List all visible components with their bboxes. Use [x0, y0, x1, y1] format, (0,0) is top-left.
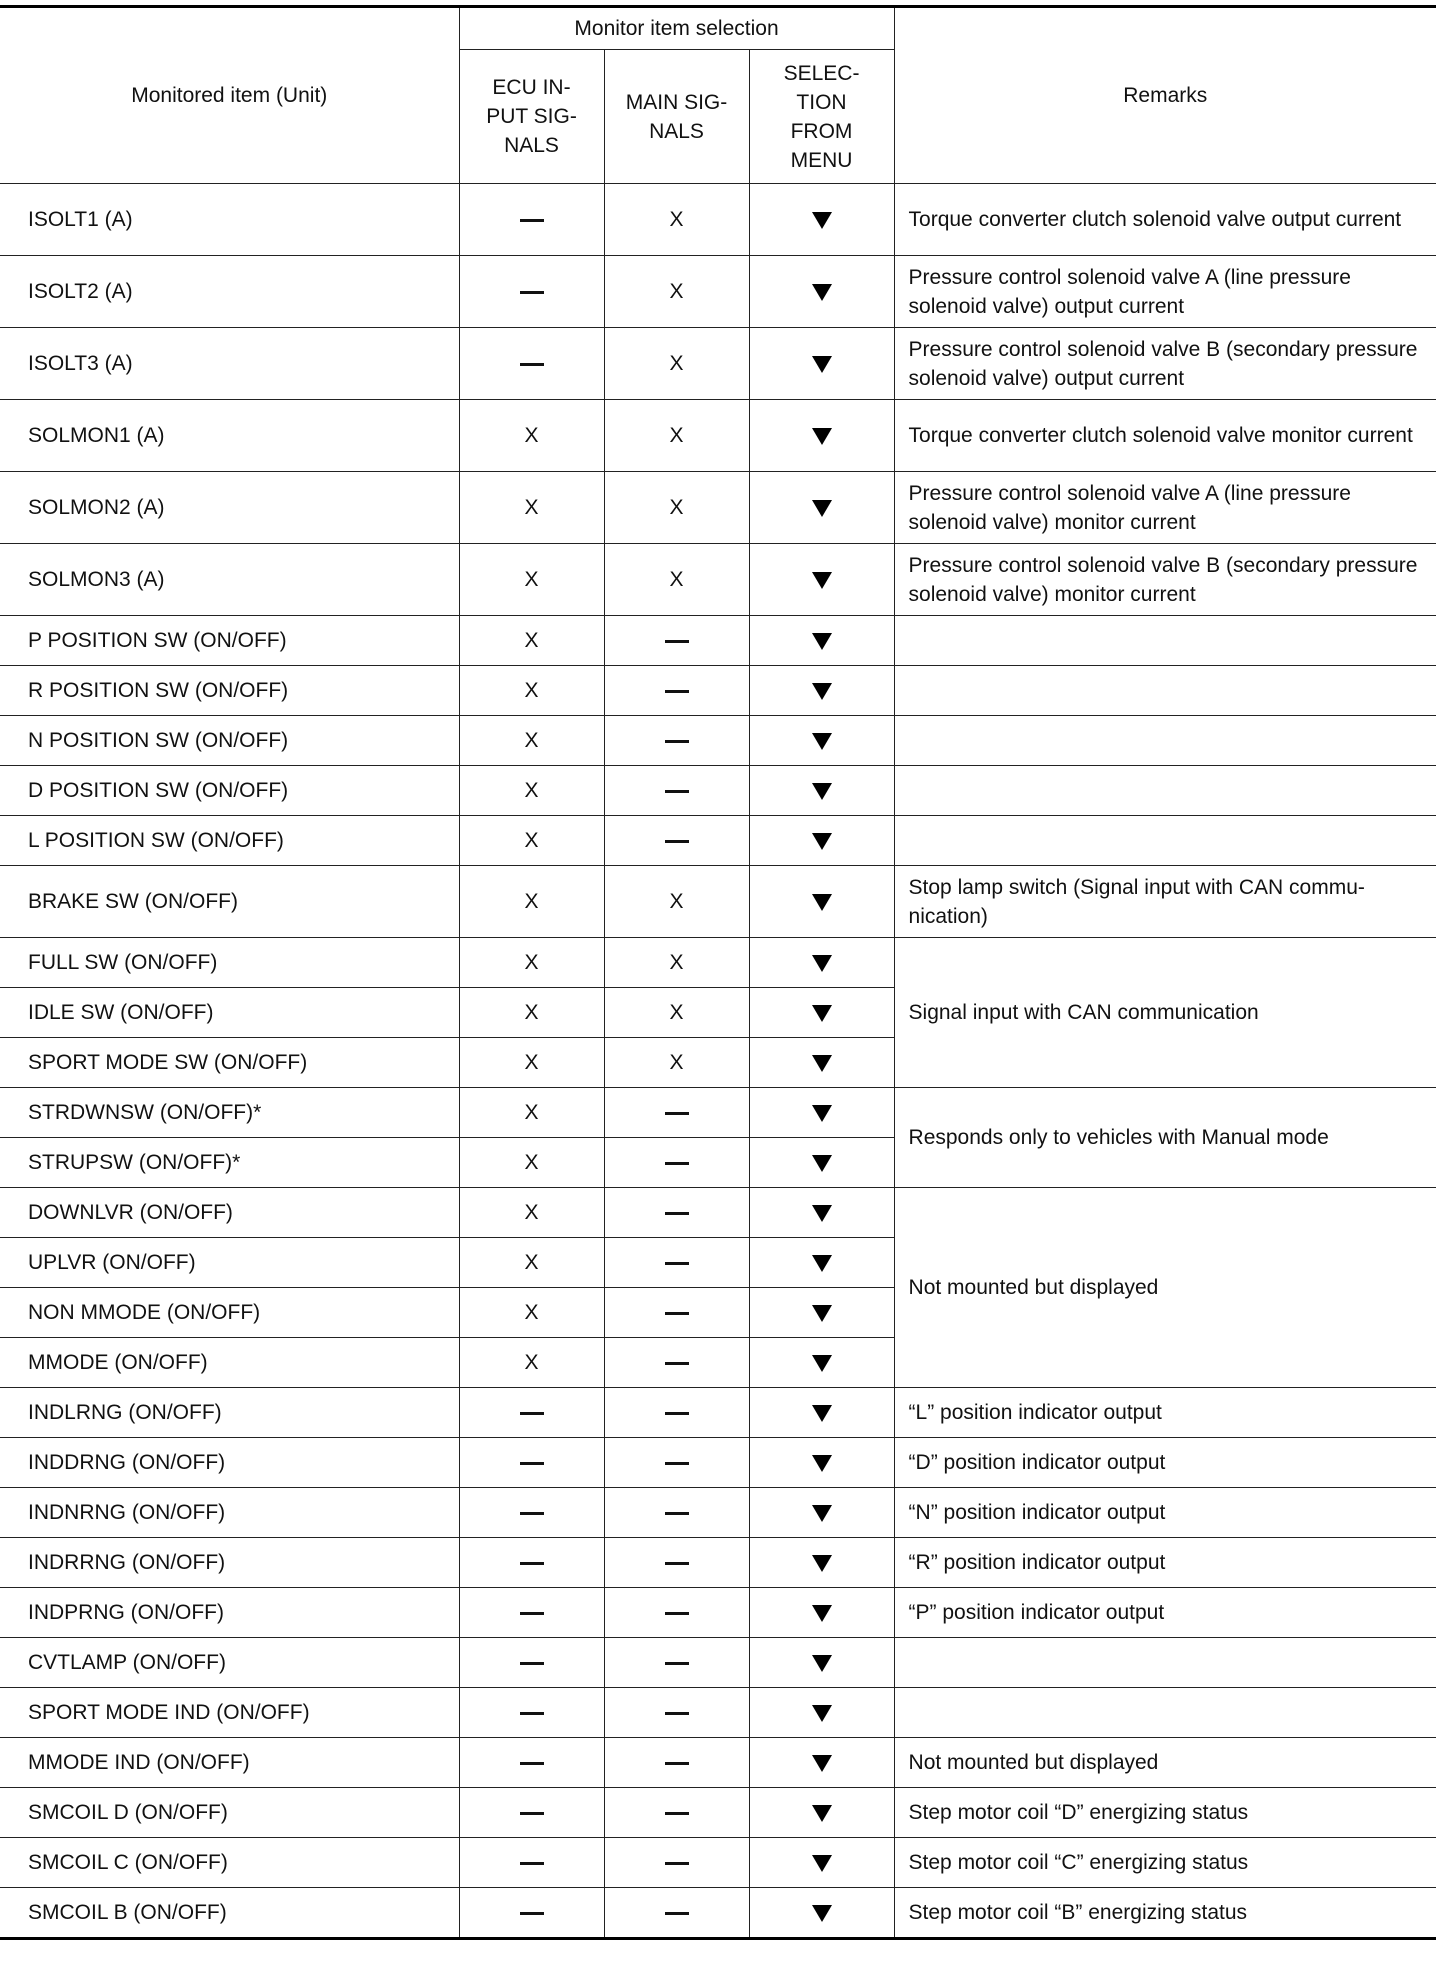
down-triangle-icon — [812, 1055, 832, 1072]
ecu-input-cell — [459, 1588, 604, 1638]
monitored-item-cell: DOWNLVR (ON/OFF) — [0, 1188, 459, 1238]
dash-mark — [665, 1912, 689, 1915]
monitored-item-cell: SMCOIL D (ON/OFF) — [0, 1788, 459, 1838]
down-triangle-icon — [812, 1655, 832, 1672]
selection-from-menu-cell — [749, 1188, 894, 1238]
table-row — [0, 1788, 1436, 1838]
table-row — [0, 1688, 1436, 1738]
ecu-input-cell — [459, 1138, 604, 1188]
dash-mark — [665, 790, 689, 793]
ecu-input-cell — [459, 938, 604, 988]
x-mark: X — [669, 352, 684, 375]
table-row — [0, 1888, 1436, 1939]
main-signals-cell — [604, 1338, 749, 1388]
selection-from-menu-cell — [749, 766, 894, 816]
dash-mark — [665, 840, 689, 843]
selection-from-menu-cell — [749, 472, 894, 544]
ecu-input-cell — [459, 472, 604, 544]
ecu-input-cell — [459, 1088, 604, 1138]
x-mark: X — [669, 424, 684, 447]
remarks-cell — [894, 816, 1436, 866]
ecu-input-cell — [459, 1788, 604, 1838]
x-mark: X — [524, 951, 539, 974]
remarks-cell: Not mounted but displayed — [894, 1738, 1436, 1788]
ecu-input-cell — [459, 1838, 604, 1888]
ecu-input-cell — [459, 1338, 604, 1388]
ecu-input-cell — [459, 1488, 604, 1538]
monitored-item-cell: ISOLT3 (A) — [0, 328, 459, 400]
ecu-input-cell — [459, 1388, 604, 1438]
ecu-input-cell — [459, 1038, 604, 1088]
monitored-item-cell: INDLRNG (ON/OFF) — [0, 1388, 459, 1438]
dash-mark — [520, 291, 544, 294]
main-signals-cell — [604, 1488, 749, 1538]
main-signals-cell — [604, 1288, 749, 1338]
dash-mark — [665, 1512, 689, 1515]
down-triangle-icon — [812, 733, 832, 750]
x-mark: X — [524, 1051, 539, 1074]
monitored-item-cell: L POSITION SW (ON/OFF) — [0, 816, 459, 866]
dash-mark — [520, 363, 544, 366]
monitored-item-cell: IDLE SW (ON/OFF) — [0, 988, 459, 1038]
x-mark: X — [669, 890, 684, 913]
main-signals-cell — [604, 1788, 749, 1838]
remarks-cell: “N” position indicator output — [894, 1488, 1436, 1538]
remarks-cell: Signal input with CAN communication — [894, 938, 1436, 1088]
monitored-item-cell: N POSITION SW (ON/OFF) — [0, 716, 459, 766]
x-mark: X — [524, 1101, 539, 1124]
dash-mark — [520, 219, 544, 222]
ecu-input-cell — [459, 1288, 604, 1338]
table-row — [0, 544, 1436, 616]
ecu-input-cell — [459, 1538, 604, 1588]
main-signals-cell — [604, 1888, 749, 1939]
x-mark: X — [524, 424, 539, 447]
down-triangle-icon — [812, 212, 832, 229]
monitored-item-cell: NON MMODE (ON/OFF) — [0, 1288, 459, 1338]
selection-from-menu-cell — [749, 1088, 894, 1138]
selection-from-menu-cell — [749, 1738, 894, 1788]
dash-mark — [665, 1712, 689, 1715]
monitored-item-cell: BRAKE SW (ON/OFF) — [0, 866, 459, 938]
ecu-input-cell — [459, 1238, 604, 1288]
dash-mark — [520, 1562, 544, 1565]
monitored-item-cell: ISOLT2 (A) — [0, 256, 459, 328]
table-row — [0, 256, 1436, 328]
main-signals-cell — [604, 1538, 749, 1588]
selection-from-menu-cell — [749, 666, 894, 716]
selection-from-menu-cell — [749, 256, 894, 328]
main-signals-cell — [604, 256, 749, 328]
dash-mark — [665, 1362, 689, 1365]
table-row — [0, 1588, 1436, 1638]
selection-from-menu-cell — [749, 1588, 894, 1638]
selection-from-menu-cell — [749, 1538, 894, 1588]
ecu-input-cell — [459, 766, 604, 816]
ecu-input-cell — [459, 328, 604, 400]
remarks-cell: “P” position indicator output — [894, 1588, 1436, 1638]
selection-from-menu-cell — [749, 1288, 894, 1338]
down-triangle-icon — [812, 1005, 832, 1022]
selection-from-menu-cell — [749, 1638, 894, 1688]
table-row — [0, 400, 1436, 472]
monitored-item-cell: STRUPSW (ON/OFF)* — [0, 1138, 459, 1188]
x-mark: X — [669, 1001, 684, 1024]
monitored-item-cell: UPLVR (ON/OFF) — [0, 1238, 459, 1288]
remarks-cell: Pressure control solenoid valve A (line pressure solenoid valve) monitor current — [894, 472, 1436, 544]
main-signals-cell — [604, 1388, 749, 1438]
dash-mark — [665, 1312, 689, 1315]
main-signals-cell — [604, 1838, 749, 1888]
monitored-item-cell: SOLMON3 (A) — [0, 544, 459, 616]
monitored-item-cell: SOLMON1 (A) — [0, 400, 459, 472]
ecu-input-cell — [459, 716, 604, 766]
table-row — [0, 1638, 1436, 1688]
main-signals-cell — [604, 1088, 749, 1138]
ecu-input-cell — [459, 866, 604, 938]
remarks-cell: Torque converter clutch solenoid valve monitor current — [894, 400, 1436, 472]
down-triangle-icon — [812, 1605, 832, 1622]
selection-from-menu-cell — [749, 1488, 894, 1538]
remarks-cell — [894, 666, 1436, 716]
ecu-input-cell — [459, 1188, 604, 1238]
dash-mark — [520, 1912, 544, 1915]
ecu-input-cell — [459, 1738, 604, 1788]
down-triangle-icon — [812, 955, 832, 972]
selection-from-menu-cell — [749, 1438, 894, 1488]
main-signals-cell — [604, 472, 749, 544]
down-triangle-icon — [812, 284, 832, 301]
hdr-sel-text: SELEC- TION FROM MENU — [783, 61, 860, 172]
selection-from-menu-cell — [749, 988, 894, 1038]
dash-mark — [520, 1412, 544, 1415]
selection-from-menu-cell — [749, 1138, 894, 1188]
dash-mark — [665, 1412, 689, 1415]
remarks-cell — [894, 616, 1436, 666]
down-triangle-icon — [812, 572, 832, 589]
table-row — [0, 1488, 1436, 1538]
header-monitored-item: Monitored item (Unit) — [0, 7, 459, 184]
dash-mark — [665, 740, 689, 743]
dash-mark — [520, 1762, 544, 1765]
dash-mark — [520, 1862, 544, 1865]
main-signals-cell — [604, 1738, 749, 1788]
selection-from-menu-cell — [749, 866, 894, 938]
x-mark: X — [524, 1251, 539, 1274]
down-triangle-icon — [812, 1755, 832, 1772]
table-row — [0, 766, 1436, 816]
selection-from-menu-cell — [749, 1038, 894, 1088]
down-triangle-icon — [812, 683, 832, 700]
down-triangle-icon — [812, 1505, 832, 1522]
remarks-cell — [894, 766, 1436, 816]
selection-from-menu-cell — [749, 716, 894, 766]
dash-mark — [665, 1812, 689, 1815]
ecu-input-cell — [459, 1888, 604, 1939]
header-ecu-input-signals — [459, 50, 604, 184]
down-triangle-icon — [812, 894, 832, 911]
down-triangle-icon — [812, 1355, 832, 1372]
dash-mark — [520, 1662, 544, 1665]
selection-from-menu-cell — [749, 1238, 894, 1288]
x-mark: X — [524, 496, 539, 519]
hdr-main-text: MAIN SIG- NALS — [625, 90, 728, 143]
table-row — [0, 1538, 1436, 1588]
remarks-cell: Step motor coil “D” energizing status — [894, 1788, 1436, 1838]
monitored-item-cell: INDNRNG (ON/OFF) — [0, 1488, 459, 1538]
main-signals-cell — [604, 1688, 749, 1738]
main-signals-cell — [604, 184, 749, 256]
main-signals-cell — [604, 400, 749, 472]
monitored-item-cell: INDRRNG (ON/OFF) — [0, 1538, 459, 1588]
monitored-item-cell: R POSITION SW (ON/OFF) — [0, 666, 459, 716]
main-signals-cell — [604, 666, 749, 716]
x-mark: X — [524, 679, 539, 702]
dash-mark — [665, 1562, 689, 1565]
monitored-item-cell: MMODE (ON/OFF) — [0, 1338, 459, 1388]
table-row — [0, 472, 1436, 544]
main-signals-cell — [604, 766, 749, 816]
table-row — [0, 938, 1436, 988]
dash-mark — [665, 1212, 689, 1215]
dash-mark — [520, 1612, 544, 1615]
main-signals-cell — [604, 1188, 749, 1238]
remarks-cell: Step motor coil “C” energizing status — [894, 1838, 1436, 1888]
dash-mark — [665, 1612, 689, 1615]
table-row — [0, 1088, 1436, 1138]
remarks-cell: “D” position indicator output — [894, 1438, 1436, 1488]
dash-mark — [665, 1662, 689, 1665]
x-mark: X — [524, 1151, 539, 1174]
table-row — [0, 816, 1436, 866]
x-mark: X — [524, 890, 539, 913]
ecu-input-cell — [459, 544, 604, 616]
down-triangle-icon — [812, 1405, 832, 1422]
dash-mark — [520, 1712, 544, 1715]
monitored-item-cell: P POSITION SW (ON/OFF) — [0, 616, 459, 666]
selection-from-menu-cell — [749, 1888, 894, 1939]
main-signals-cell — [604, 328, 749, 400]
x-mark: X — [524, 629, 539, 652]
dash-mark — [665, 690, 689, 693]
table-row — [0, 1188, 1436, 1238]
header-selection-from-menu — [749, 50, 894, 184]
x-mark: X — [669, 280, 684, 303]
monitored-item-cell: SMCOIL B (ON/OFF) — [0, 1888, 459, 1939]
table-row — [0, 616, 1436, 666]
monitored-item-cell: SMCOIL C (ON/OFF) — [0, 1838, 459, 1888]
down-triangle-icon — [812, 1705, 832, 1722]
remarks-cell: Not mounted but displayed — [894, 1188, 1436, 1388]
dash-mark — [665, 1862, 689, 1865]
dash-mark — [520, 1812, 544, 1815]
monitored-item-cell: D POSITION SW (ON/OFF) — [0, 766, 459, 816]
down-triangle-icon — [812, 1205, 832, 1222]
x-mark: X — [669, 208, 684, 231]
main-signals-cell — [604, 816, 749, 866]
main-signals-cell — [604, 866, 749, 938]
down-triangle-icon — [812, 1455, 832, 1472]
dash-mark — [520, 1462, 544, 1465]
x-mark: X — [524, 829, 539, 852]
remarks-cell: “R” position indicator output — [894, 1538, 1436, 1588]
down-triangle-icon — [812, 356, 832, 373]
remarks-cell: Torque converter clutch solenoid valve output current — [894, 184, 1436, 256]
dash-mark — [520, 1512, 544, 1515]
x-mark: X — [669, 496, 684, 519]
down-triangle-icon — [812, 1255, 832, 1272]
down-triangle-icon — [812, 428, 832, 445]
selection-from-menu-cell — [749, 1788, 894, 1838]
monitored-item-cell: STRDWNSW (ON/OFF)* — [0, 1088, 459, 1138]
dash-mark — [665, 640, 689, 643]
selection-from-menu-cell — [749, 1838, 894, 1888]
selection-from-menu-cell — [749, 1338, 894, 1388]
main-signals-cell — [604, 1038, 749, 1088]
monitored-item-cell: MMODE IND (ON/OFF) — [0, 1738, 459, 1788]
x-mark: X — [524, 568, 539, 591]
table-row — [0, 866, 1436, 938]
down-triangle-icon — [812, 1105, 832, 1122]
main-signals-cell — [604, 544, 749, 616]
monitored-item-cell: INDDRNG (ON/OFF) — [0, 1438, 459, 1488]
table-row — [0, 716, 1436, 766]
remarks-cell — [894, 1688, 1436, 1738]
remarks-cell: Responds only to vehicles with Manual mode — [894, 1088, 1436, 1188]
down-triangle-icon — [812, 1155, 832, 1172]
ecu-input-cell — [459, 184, 604, 256]
monitored-item-cell: FULL SW (ON/OFF) — [0, 938, 459, 988]
main-signals-cell — [604, 1138, 749, 1188]
monitor-item-table — [0, 5, 1436, 1940]
x-mark: X — [524, 729, 539, 752]
x-mark: X — [669, 1051, 684, 1074]
monitored-item-cell: ISOLT1 (A) — [0, 184, 459, 256]
x-mark: X — [524, 1001, 539, 1024]
down-triangle-icon — [812, 1555, 832, 1572]
main-signals-cell — [604, 616, 749, 666]
selection-from-menu-cell — [749, 938, 894, 988]
selection-from-menu-cell — [749, 616, 894, 666]
table-row — [0, 184, 1436, 256]
dash-mark — [665, 1162, 689, 1165]
table-row — [0, 666, 1436, 716]
table-row — [0, 1438, 1436, 1488]
remarks-cell: Pressure control solenoid valve A (line pressure solenoid valve) output current — [894, 256, 1436, 328]
remarks-cell: Step motor coil “B” energizing status — [894, 1888, 1436, 1939]
header-remarks: Remarks — [894, 7, 1436, 184]
x-mark: X — [669, 951, 684, 974]
hdr-ecu-text: ECU IN- PUT SIG- NALS — [486, 76, 577, 157]
table-row — [0, 328, 1436, 400]
ecu-input-cell — [459, 400, 604, 472]
remarks-cell: “L” position indicator output — [894, 1388, 1436, 1438]
remarks-cell — [894, 1638, 1436, 1688]
down-triangle-icon — [812, 500, 832, 517]
monitored-item-cell: SOLMON2 (A) — [0, 472, 459, 544]
ecu-input-cell — [459, 816, 604, 866]
ecu-input-cell — [459, 256, 604, 328]
down-triangle-icon — [812, 1905, 832, 1922]
x-mark: X — [524, 1301, 539, 1324]
down-triangle-icon — [812, 1855, 832, 1872]
main-signals-cell — [604, 1238, 749, 1288]
remarks-cell: Pressure control solenoid valve B (secondary pressure solenoid valve) output current — [894, 328, 1436, 400]
down-triangle-icon — [812, 633, 832, 650]
dash-mark — [665, 1462, 689, 1465]
ecu-input-cell — [459, 1688, 604, 1738]
selection-from-menu-cell — [749, 184, 894, 256]
selection-from-menu-cell — [749, 544, 894, 616]
selection-from-menu-cell — [749, 1688, 894, 1738]
ecu-input-cell — [459, 666, 604, 716]
ecu-input-cell — [459, 1638, 604, 1688]
monitored-item-cell: SPORT MODE SW (ON/OFF) — [0, 1038, 459, 1088]
remarks-cell: Stop lamp switch (Signal input with CAN commu-nication) — [894, 866, 1436, 938]
selection-from-menu-cell — [749, 1388, 894, 1438]
remarks-cell: Pressure control solenoid valve B (secondary pressure solenoid valve) monitor current — [894, 544, 1436, 616]
monitored-item-cell: CVTLAMP (ON/OFF) — [0, 1638, 459, 1688]
main-signals-cell — [604, 1588, 749, 1638]
dash-mark — [665, 1112, 689, 1115]
table-body — [0, 184, 1436, 1939]
selection-from-menu-cell — [749, 816, 894, 866]
dash-mark — [665, 1262, 689, 1265]
down-triangle-icon — [812, 1805, 832, 1822]
header-main-signals — [604, 50, 749, 184]
ecu-input-cell — [459, 616, 604, 666]
main-signals-cell — [604, 1438, 749, 1488]
monitored-item-cell: SPORT MODE IND (ON/OFF) — [0, 1688, 459, 1738]
remarks-cell — [894, 716, 1436, 766]
selection-from-menu-cell — [749, 400, 894, 472]
dash-mark — [665, 1762, 689, 1765]
x-mark: X — [524, 779, 539, 802]
ecu-input-cell — [459, 1438, 604, 1488]
main-signals-cell — [604, 938, 749, 988]
header-monitor-item-selection: Monitor item selection — [459, 7, 894, 50]
table-row — [0, 1738, 1436, 1788]
main-signals-cell — [604, 716, 749, 766]
x-mark: X — [524, 1351, 539, 1374]
down-triangle-icon — [812, 783, 832, 800]
table-row — [0, 1388, 1436, 1438]
table-row — [0, 1838, 1436, 1888]
down-triangle-icon — [812, 1305, 832, 1322]
main-signals-cell — [604, 988, 749, 1038]
ecu-input-cell — [459, 988, 604, 1038]
selection-from-menu-cell — [749, 328, 894, 400]
down-triangle-icon — [812, 833, 832, 850]
x-mark: X — [669, 568, 684, 591]
monitored-item-cell: INDPRNG (ON/OFF) — [0, 1588, 459, 1638]
x-mark: X — [524, 1201, 539, 1224]
main-signals-cell — [604, 1638, 749, 1688]
